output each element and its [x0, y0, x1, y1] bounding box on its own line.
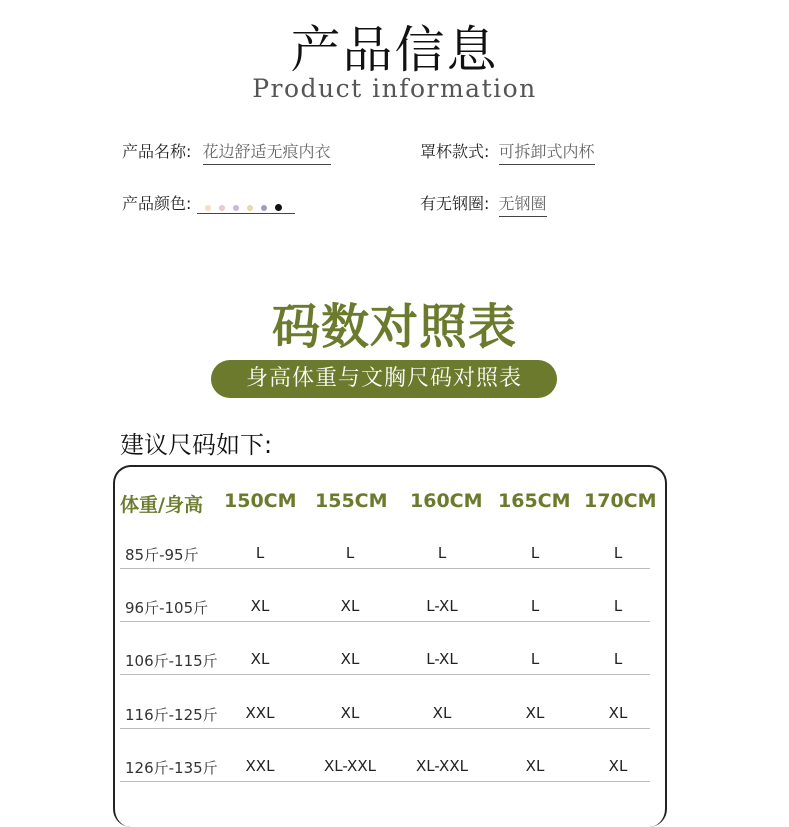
size-cell: L-XL	[426, 597, 458, 615]
size-cell: L	[530, 650, 540, 668]
size-chart-title: 码数对照表	[271, 299, 517, 355]
size-cell: L-XL	[426, 650, 458, 668]
color-swatch	[205, 205, 211, 211]
row-divider	[120, 621, 650, 622]
size-cell: XL	[525, 704, 545, 722]
size-cell: L	[530, 544, 540, 562]
row-divider	[120, 568, 650, 569]
size-cell: XL	[525, 757, 545, 775]
product-name-label: 产品名称:	[122, 142, 192, 161]
row-label: 85斤-95斤	[125, 546, 199, 564]
row-label: 116斤-125斤	[125, 706, 218, 724]
row-label: 96斤-105斤	[125, 599, 209, 617]
column-header: 165CM	[498, 490, 571, 512]
size-cell: XXL	[245, 704, 275, 722]
size-cell: XL	[608, 704, 628, 722]
row-label: 126斤-135斤	[125, 759, 218, 777]
color-swatch	[261, 205, 267, 211]
size-cell: L	[437, 544, 447, 562]
size-cell: XL	[340, 650, 360, 668]
column-header: 160CM	[410, 490, 483, 512]
info-cup-style	[420, 139, 595, 165]
size-cell: L	[613, 544, 623, 562]
size-chart-subtitle-pill: 身高体重与文胸尺码对照表	[211, 360, 557, 398]
size-cell: XL-XXL	[324, 757, 376, 775]
size-cell: L	[530, 597, 540, 615]
color-swatches	[197, 197, 295, 214]
cup-style-value: 可拆卸式内杯	[499, 139, 595, 165]
wire-value: 无钢圈	[499, 191, 547, 217]
color-swatch	[219, 205, 225, 211]
color-swatch	[275, 204, 282, 211]
info-wire	[420, 191, 547, 217]
suggest-heading: 建议尺码如下:	[120, 431, 273, 459]
row-divider	[120, 728, 650, 729]
row-divider	[120, 674, 650, 675]
size-cell: L	[613, 650, 623, 668]
color-swatch	[247, 205, 253, 211]
page-title: 产品信息	[290, 21, 499, 79]
color-label: 产品颜色:	[122, 194, 192, 213]
wire-label: 有无钢圈:	[420, 194, 490, 213]
row-divider	[120, 781, 650, 782]
product-name-value: 花边舒适无痕内衣	[203, 139, 331, 165]
color-swatch	[233, 205, 239, 211]
size-cell: XL	[340, 597, 360, 615]
size-cell: XL	[340, 704, 360, 722]
column-header: 170CM	[584, 490, 657, 512]
column-header: 150CM	[224, 490, 297, 512]
page-subtitle: Product information	[252, 74, 537, 103]
table-header-corner: 体重/身高	[120, 494, 203, 516]
size-cell: XXL	[245, 757, 275, 775]
info-product-name	[122, 139, 331, 165]
info-color	[122, 191, 295, 214]
column-header: 155CM	[315, 490, 388, 512]
size-cell: XL	[608, 757, 628, 775]
row-label: 106斤-115斤	[125, 652, 218, 670]
size-cell: XL	[250, 650, 270, 668]
size-cell: XL	[432, 704, 452, 722]
size-cell: L	[255, 544, 265, 562]
size-cell: XL-XXL	[416, 757, 468, 775]
size-cell: L	[613, 597, 623, 615]
size-cell: L	[345, 544, 355, 562]
cup-style-label: 罩杯款式:	[420, 142, 490, 161]
size-cell: XL	[250, 597, 270, 615]
